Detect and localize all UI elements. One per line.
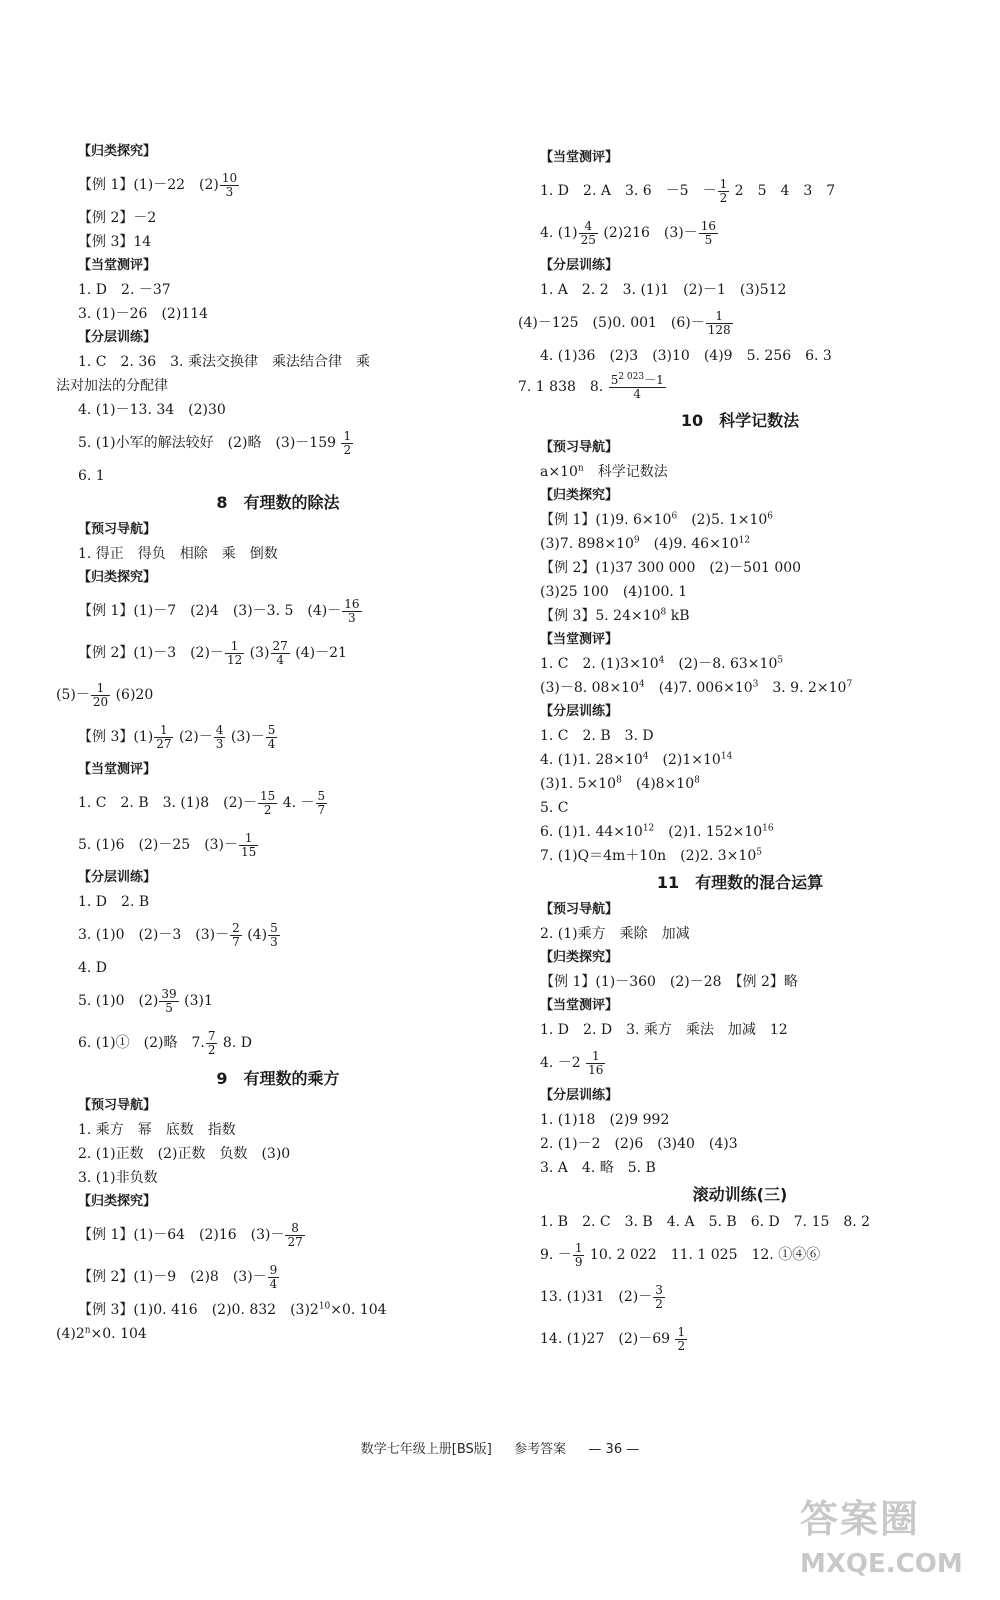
fraction: $\frac{7}{2}$ [207, 1028, 216, 1057]
section-heading: 【预习导航】 [540, 902, 619, 917]
answer-line: 【例 3】(1)0. 416 (2)0. 832 $(3)2^{10}\times 0$. 104 [78, 1301, 387, 1318]
section-heading: 【分层训练】 [78, 330, 157, 345]
answer-line: 【例 1】(1)－22 (2) $\frac{10}{3}$ [78, 170, 238, 199]
answer-line: 9. － $\frac{1}{9}$ 10. 2 022 11. 1 025 12. ①④⑥ [540, 1240, 821, 1269]
answer-line: 6. 1 [78, 468, 105, 484]
section-heading: 【当堂测评】 [540, 632, 619, 647]
answer-line: 5. C [540, 800, 569, 816]
answer-line: 【例 2】－2 [78, 210, 157, 226]
fraction: $\frac{5}{3}$ [270, 920, 278, 949]
fraction: $\frac{15}{2}$ [260, 788, 276, 817]
answer-line: 1. A 2. 2 3. (1)1 (2)－1 (3)512 [540, 282, 787, 298]
answer-line: 14. (1)27 (2)－69 $\frac{1}{2}$ [540, 1324, 686, 1353]
fraction: $\frac{1}{2}$ [719, 176, 728, 205]
answer-line: 【例 1】(1)－360 (2)－28 【例 2】略 [540, 974, 798, 990]
answer-line: $a\times 10^n$ 科学记数法 [540, 463, 668, 480]
section-heading: 【分层训练】 [540, 1088, 619, 1103]
answer-line: 1. C 2. $(1)3\times 10^4$ (2)－8. $63\times 10^5$ [540, 655, 784, 672]
answer-line: 【例 3】5. $24\times 10^8$ kB [540, 607, 690, 624]
section-heading: 【归类探究】 [78, 570, 157, 585]
section-title: 10 科学记数法 [680, 411, 800, 430]
answer-line: (3)25 100 (4)100. 1 [540, 584, 688, 600]
section-heading: 【归类探究】 [78, 1194, 157, 1209]
answer-line: 【例 3】(1) $\frac{1}{27}$ (2)－ $\frac{4}{3}$ (3)－ $\frac{5}{4}$ [78, 722, 276, 751]
fraction: $\frac{1}{20}$ [92, 680, 109, 709]
answers-label: 参考答案 [514, 1442, 567, 1457]
answer-line: 4. D [78, 960, 108, 976]
left-column [56, 140, 478, 1346]
book-title: 数学七年级上册[BS版] [360, 1442, 492, 1457]
answer-line: 【例 3】14 [78, 234, 152, 250]
answer-line: 【例 1】(1)－64 (2)16 (3)－ $\frac{8}{27}$ [78, 1220, 303, 1249]
answer-line: 1. D 2. B [78, 894, 150, 910]
answer-line: 4. －2 $\frac{1}{16}$ [540, 1048, 604, 1077]
answer-line: 5. (1)6 (2)－25 (3)－ $\frac{1}{15}$ [78, 830, 257, 859]
answer-line: 4. (1)－13. 34 (2)30 [78, 402, 226, 418]
answer-line: 4. (1)36 (2)3 (3)10 (4)9 5. 256 6. 3 [540, 348, 832, 364]
fraction: $\frac{1}{2}$ [343, 428, 352, 457]
answer-line: 1. D 2. D 3. 乘方 乘法 加减 12 [540, 1022, 788, 1038]
section-heading: 【分层训练】 [540, 258, 619, 273]
fraction: $\frac{4}{3}$ [215, 722, 224, 751]
answer-line: 3. (1)非负数 [78, 1170, 158, 1186]
right-column [518, 146, 940, 1360]
fraction: $\frac{39}{5}$ [161, 986, 177, 1015]
fraction: $\frac{9}{4}$ [269, 1262, 278, 1291]
section-title: 11 有理数的混合运算 [656, 873, 824, 892]
fraction: $\frac{5}{7}$ [317, 788, 326, 817]
section-heading: 【归类探究】 [540, 488, 619, 503]
answer-line: 1. C 2. 36 3. 乘法交换律 乘法结合律 乘 [78, 354, 370, 370]
fraction: $\frac{3}{2}$ [655, 1282, 663, 1311]
answer-line: $(4)2^n\times 0$. 104 [56, 1325, 147, 1342]
answer-line: 1. 得正 得负 相除 乘 倒数 [78, 546, 278, 562]
fraction: $\frac{1}{12}$ [226, 638, 243, 667]
section-title: 滚动训练(三) [692, 1185, 788, 1204]
answer-line: 6. (1)1. $44\times 10^{12}$ (2)1. $152\times 10^{16}$ [540, 823, 774, 840]
answer-line: 【例 2】(1)－9 (2)8 (3)－ $\frac{9}{4}$ [78, 1262, 278, 1291]
fraction: $\frac{16}{5}$ [700, 218, 717, 247]
watermark-logo: 答案圈 MXQE.COM [800, 1497, 963, 1579]
answer-line: (3)7. $898\times 10^9$ (4)9. $46\times 10^{12}$ [540, 535, 751, 552]
section-heading: 【归类探究】 [540, 950, 619, 965]
fraction: $\frac{1}{9}$ [574, 1240, 583, 1269]
answer-line: (3)－8. $08\times 10^4$ (4)7. $006\times 10^3$ 3. 9. $2\times 10^7$ [540, 679, 853, 696]
answer-line: 【例 2】(1)－3 (2)－ $\frac{1}{12}$ (3) $\frac{27}{4}$ (4)－21 [78, 638, 347, 667]
answer-line: 3. (1)0 (2)－3 (3)－ $\frac{2}{7}$ (4) $\frac{5}{3}$ [78, 920, 278, 949]
fraction: $\frac{10}{3}$ [221, 170, 238, 199]
answer-line: 7. 1 838 8. $\frac{5^{2 023}-1}{4}$ [518, 371, 664, 401]
answer-line: 【例 1】(1)－7 (2)4 (3)－3. 5 (4)－ $\frac{16}{3}$ [78, 596, 360, 625]
section-heading: 【归类探究】 [78, 144, 157, 159]
answer-line: (4)－125 (5)0. 001 (6)－ $\frac{1}{128}$ [518, 308, 731, 337]
answer-line: 【例 1】(1)9. $6\times 10^6$ (2)5. $1\times 10^6$ [540, 511, 774, 528]
section-heading: 【预习导航】 [540, 440, 619, 455]
section-heading: 【分层训练】 [78, 870, 157, 885]
answer-line: 3. A 4. 略 5. B [540, 1160, 656, 1176]
fraction: $\frac{1}{16}$ [588, 1048, 604, 1077]
answer-line: 2. (1)乘方 乘除 加减 [540, 926, 690, 942]
fraction: $\frac{1}{15}$ [241, 830, 257, 859]
answer-line: 法对加法的分配律 [56, 378, 168, 394]
answer-line: (5)－ $\frac{1}{20}$ (6)20 [56, 680, 154, 709]
page-footer [0, 1438, 1000, 1457]
answer-line: 6. (1)① (2)略 7. $\frac{7}{2}$ 8. D [78, 1028, 252, 1057]
answer-line: (3)1. $5\times 10^8$ $(4)8\times 10^8$ [540, 775, 700, 792]
fraction: $\frac{2}{7}$ [232, 920, 240, 949]
answer-line: 4. (1) $\frac{4}{25}$ (2)216 (3)－ $\frac{16}{5}$ [540, 218, 717, 247]
section-heading: 【当堂测评】 [78, 258, 157, 273]
section-heading: 【预习导航】 [78, 1098, 157, 1113]
section-heading: 【预习导航】 [78, 522, 157, 537]
page-number: — 36 — [588, 1442, 640, 1457]
fraction: $\frac{1}{27}$ [156, 722, 172, 751]
answer-line: 2. (1)－2 (2)6 (3)40 (4)3 [540, 1136, 738, 1152]
answer-line: 1. D 2. －37 [78, 282, 171, 298]
section-title: 9 有理数的乘方 [216, 1069, 340, 1088]
answer-line: 1. B 2. C 3. B 4. A 5. B 6. D 7. 15 8. 2 [540, 1214, 871, 1230]
answer-line: 1. C 2. B 3. (1)8 (2)－ $\frac{15}{2}$ 4. － $\frac{5}{7}$ [78, 788, 326, 817]
answer-line: 13. (1)31 (2)－ $\frac{3}{2}$ [540, 1282, 663, 1311]
section-heading: 【分层训练】 [540, 704, 619, 719]
answer-line: 1. C 2. B 3. D [540, 728, 654, 744]
section-heading: 【当堂测评】 [540, 150, 619, 165]
fraction: $\frac{16}{3}$ [344, 596, 360, 625]
answer-line: 7. (1)Q＝4m＋10n (2)2. $3\times 10^5$ [540, 847, 762, 864]
fraction: $\frac{4}{25}$ [580, 218, 596, 247]
fraction: $\frac{5}{4}$ [267, 722, 276, 751]
answer-line: 2. (1)正数 (2)正数 负数 (3)0 [78, 1146, 291, 1162]
section-heading: 【当堂测评】 [78, 762, 157, 777]
answer-line: 1. D 2. A 3. 6 －5 － $\frac{1}{2}$ 2 5 4 3 7 [540, 176, 836, 205]
fraction: $\frac{5^{2 023}-1}{4}$ [610, 371, 664, 401]
answer-line: 【例 2】(1)37 300 000 (2)－501 000 [540, 560, 802, 576]
answer-line: 3. (1)－26 (2)114 [78, 306, 209, 322]
fraction: $\frac{8}{27}$ [287, 1220, 303, 1249]
answer-line: 5. (1)小军的解法较好 (2)略 (3)－159 $\frac{1}{2}$ [78, 428, 352, 457]
answer-line: 4. (1)1. $28\times 10^4$ $(2)1\times 10^{14}$ [540, 751, 733, 768]
fraction: $\frac{1}{128}$ [707, 308, 731, 337]
fraction: $\frac{27}{4}$ [272, 638, 288, 667]
answer-line: 1. (1)18 (2)9 992 [540, 1112, 670, 1128]
fraction: $\frac{1}{2}$ [677, 1324, 686, 1353]
section-heading: 【当堂测评】 [540, 998, 619, 1013]
section-title: 8 有理数的除法 [216, 493, 340, 512]
answer-line: 1. 乘方 幂 底数 指数 [78, 1122, 236, 1138]
answer-line: 5. (1)0 (2) $\frac{39}{5}$ (3)1 [78, 986, 213, 1015]
